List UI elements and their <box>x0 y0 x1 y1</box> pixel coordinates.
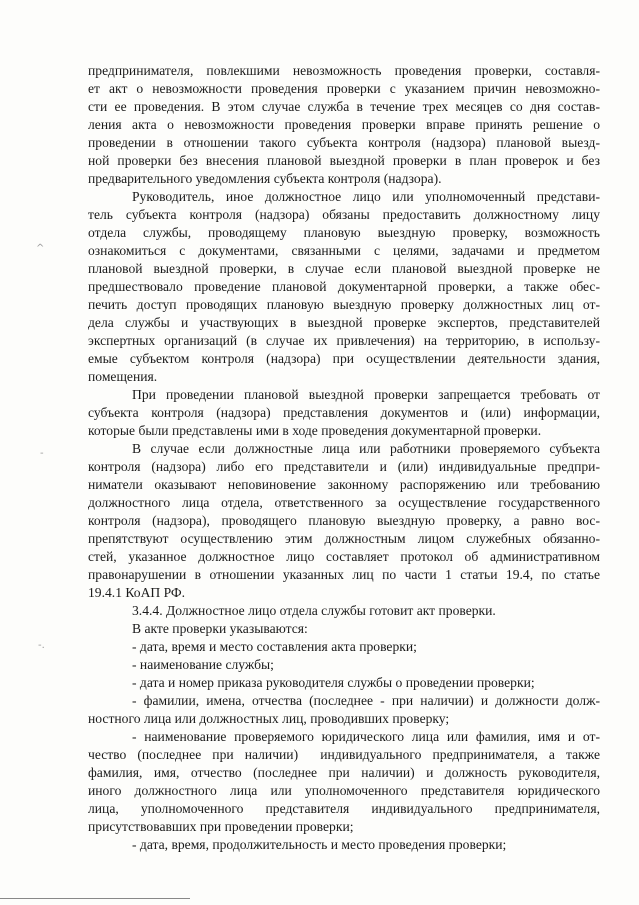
text-line: которые были представлены ими в ходе проведения документарной проверки. <box>88 423 542 438</box>
text-line: ления акта о невозможности проведения проверки вправе принять решение о <box>88 117 600 132</box>
text-line: присутствовавших при проведении проверки; <box>88 819 354 834</box>
text-line: экспертных организаций (в случае их привлечения) на территорию, в использу- <box>88 333 600 348</box>
text-line: отдела службы, проводящему плановую выездную проверку, возможность <box>88 225 600 240</box>
text-line: 3.4.4. Должностное лицо отдела службы готовит акт проверки. <box>132 603 496 618</box>
text-line: правонарушении в отношении указанных лиц по части 1 статьи 19.4, по статье <box>88 567 600 582</box>
text-line: плановой выездной проверки, в случае если плановой выездной проверке не <box>88 261 600 276</box>
text-line: препятствуют осуществлению этим должностным лицом служебных обязанно- <box>88 531 600 546</box>
text-line: При проведении плановой выездной проверки запрещается требовать от <box>132 387 600 402</box>
text-line: стей, указанное должностное лицо составляет протокол об административном <box>88 549 600 564</box>
margin-mark: -. <box>38 640 45 651</box>
margin-mark: - <box>40 448 44 459</box>
text-line: ознакомиться с документами, связанными с целями, задачами и предметом <box>88 243 600 258</box>
text-line: иного должностного лица или уполномоченного представителя юридического <box>88 783 600 798</box>
margin-mark: ^ <box>36 243 45 254</box>
text-line: помещения. <box>88 369 158 384</box>
text-line: - наименование службы; <box>132 657 274 672</box>
text-line: ниматели оказывают неповиновение законному распоряжению или требованию <box>88 477 600 492</box>
text-line: контроля (надзора) либо его представители и (или) индивидуальные предпри- <box>88 459 600 474</box>
page-bottom-rule <box>0 898 190 899</box>
text-line: фамилия, имя, отчество (последнее при наличии) и должность руководителя, <box>88 765 600 780</box>
text-line: контроля (надзора), проводящего плановую выездную проверку, а равно вос- <box>88 513 600 528</box>
text-line: сти ее проведения. В этом случае служба в течение трех месяцев со дня состав- <box>88 99 600 114</box>
text-line: предшествовало проведение плановой документарной проверки, а также обес- <box>88 279 600 294</box>
text-line: предварительного уведомления субъекта контроля (надзора). <box>88 171 442 186</box>
text-line: дела службы и участвующих в выездной проверке экспертов, представителей <box>88 315 600 330</box>
text-line: печить доступ проводящих плановую выездную проверку должностных лиц от- <box>88 297 600 312</box>
text-line: В акте проверки указываются: <box>132 621 308 636</box>
text-line: лица, уполномоченного представителя индивидуального предпринимателя, <box>88 801 600 816</box>
text-line: проведении в отношении такого субъекта контроля (надзора) плановой выезд- <box>88 135 600 150</box>
text-line: чество (последнее при наличии) индивидуального предпринимателя, а также <box>88 747 600 762</box>
text-line: - наименование проверяемого юридического лица или фамилия, имя и от- <box>132 729 600 744</box>
text-line: - дата, время, продолжительность и место проведения проверки; <box>132 837 507 852</box>
text-line: ной проверки без внесения плановой выездной проверки в план проверок и без <box>88 153 600 168</box>
text-line: тель субъекта контроля (надзора) обязаны предоставить должностному лицу <box>88 207 600 222</box>
text-line: ностного лица или должностных лиц, проводивших проверку; <box>88 711 450 726</box>
text-line: - дата и номер приказа руководителя службы о проведении проверки; <box>132 675 535 690</box>
text-line: емые субъектом контроля (надзора) при осуществлении деятельности здания, <box>88 351 600 366</box>
text-line: В случае если должностные лица или работники проверяемого субъекта <box>132 441 600 456</box>
text-line: 19.4.1 КоАП РФ. <box>88 585 186 600</box>
text-line: - фамилии, имена, отчества (последнее - при наличии) и должности долж- <box>132 693 600 708</box>
text-line: субъекта контроля (надзора) представления документов и (или) информации, <box>88 405 600 420</box>
text-line: Руководитель, иное должностное лицо или уполномоченный представи- <box>132 189 600 204</box>
text-line: ет акт о невозможности проведения проверки с указанием причин невозможно- <box>88 81 600 96</box>
text-line: должностного лица отдела, ответственного за осуществление государственного <box>88 495 600 510</box>
text-line: предпринимателя, повлекшими невозможность проведения проверки, составля- <box>88 63 600 78</box>
text-line: - дата, время и место составления акта проверки; <box>132 639 417 654</box>
